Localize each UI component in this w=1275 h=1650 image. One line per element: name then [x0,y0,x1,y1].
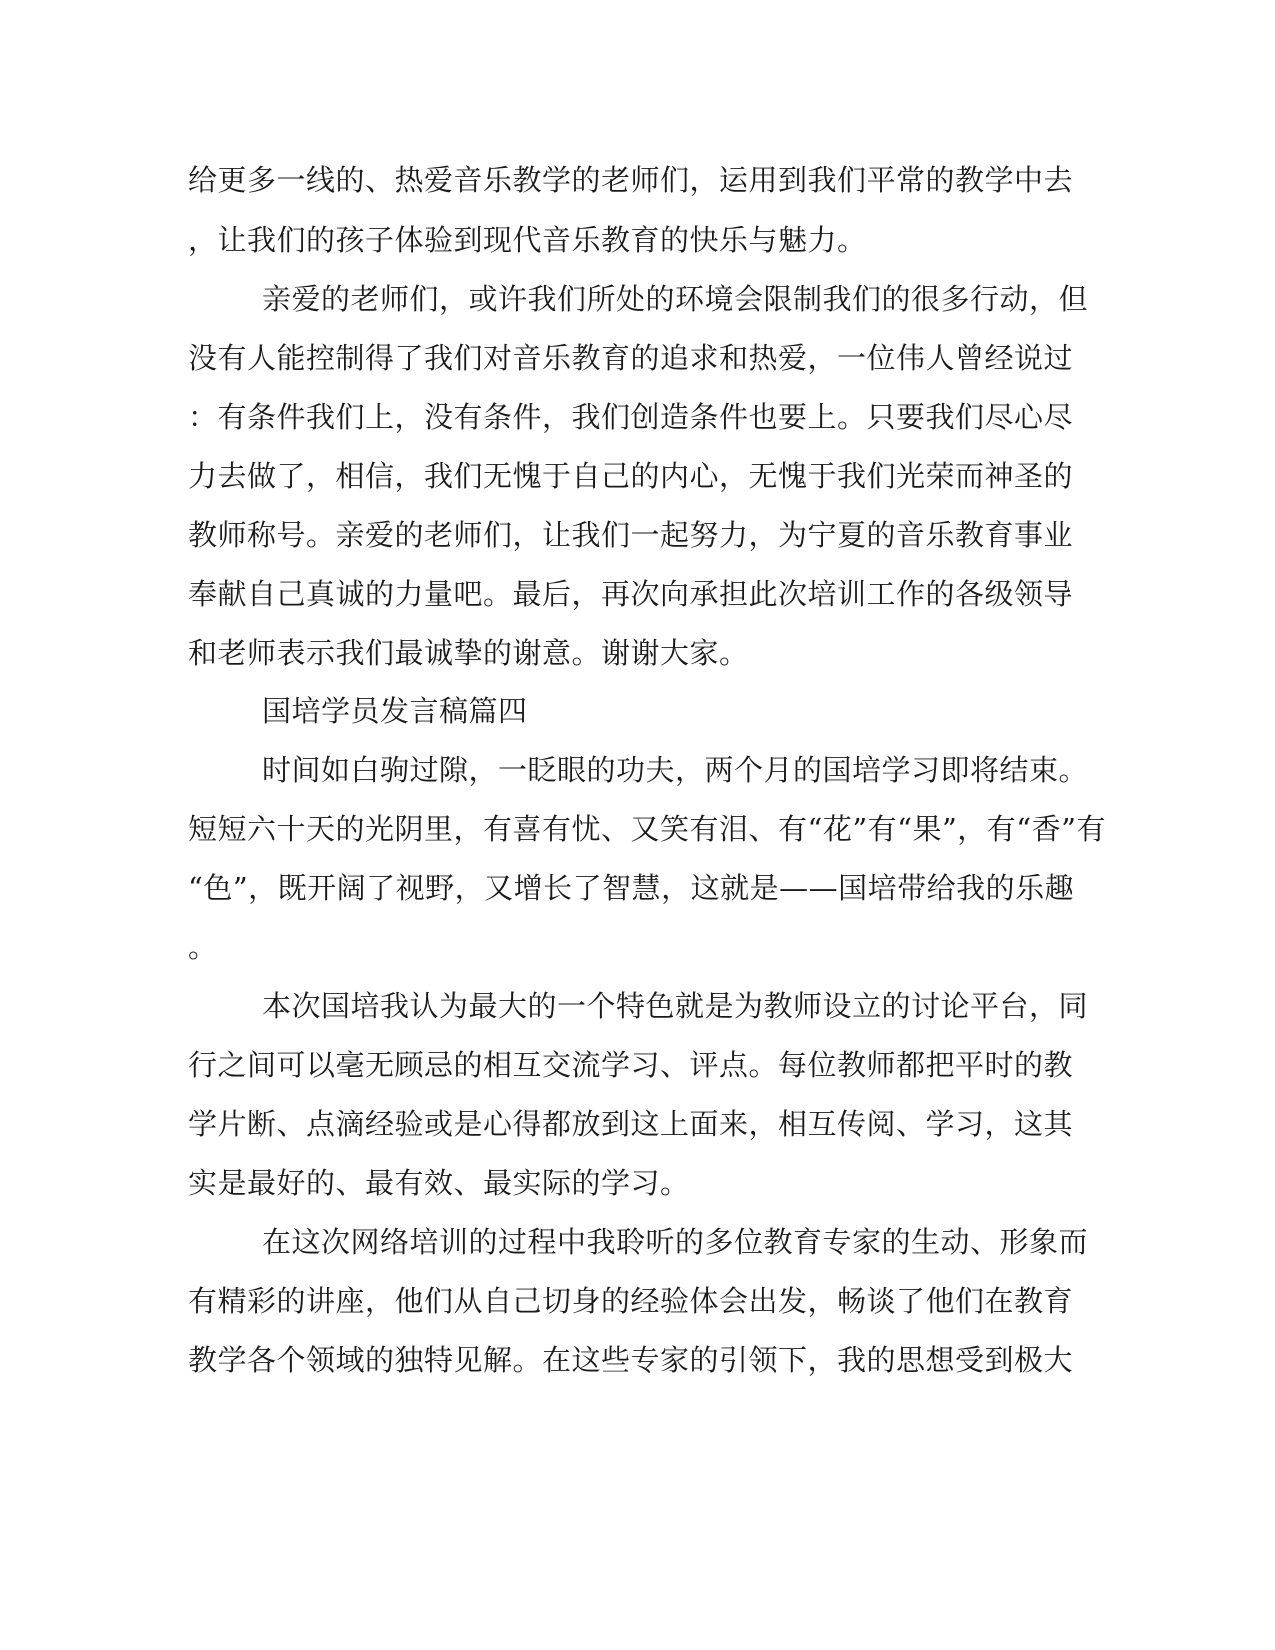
text-line: ，让我们的孩子体验到现代音乐教育的快乐与魅力。 [188,223,867,257]
paragraph-first-line: 亲爱的老师们，或许我们所处的环境会限制我们的很多行动，但 [262,282,1089,316]
text-line: ：有条件我们上，没有条件，我们创造条件也要上。只要我们尽心尽 [188,400,1074,434]
text-line: 教学各个领域的独特见解。在这些专家的引领下，我的思想受到极大 [188,1343,1074,1377]
text-line: 教师称号。亲爱的老师们，让我们一起努力，为宁夏的音乐教育事业 [188,518,1074,552]
text-line: 和老师表示我们最诚挚的谢意。谢谢大家。 [188,636,749,670]
paragraph-first-line: 在这次网络培训的过程中我聆听的多位教育专家的生动、形象而 [262,1225,1089,1259]
text-line: 有精彩的讲座，他们从自己切身的经验体会出发，畅谈了他们在教育 [188,1284,1074,1318]
text-line: 奉献自己真诚的力量吧。最后，再次向承担此次培训工作的各级领导 [188,577,1074,611]
text-line: 没有人能控制得了我们对音乐教育的追求和热爱，一位伟人曾经说过 [188,341,1074,375]
text-line: 给更多一线的、热爱音乐教学的老师们，运用到我们平常的教学中去 [188,163,1074,197]
section-heading: 国培学员发言稿篇四 [262,694,528,728]
text-line: 短短六十天的光阴里，有喜有忧、又笑有泪、有“花”有“果”，有“香”有 [188,812,1106,846]
text-line: 。 [188,930,218,964]
text-line: 学片断、点滴经验或是心得都放到这上面来，相互传阅、学习，这其 [188,1107,1074,1141]
text-line: 行之间可以毫无顾忌的相互交流学习、评点。每位教师都把平时的教 [188,1048,1074,1082]
paragraph-first-line: 时间如白驹过隙，一眨眼的功夫，两个月的国培学习即将结束。 [262,753,1089,787]
text-line: 力去做了，相信，我们无愧于自己的内心，无愧于我们光荣而神圣的 [188,459,1074,493]
text-line: 实是最好的、最有效、最实际的学习。 [188,1166,690,1200]
paragraph-first-line: 本次国培我认为最大的一个特色就是为教师设立的讨论平台，同 [262,989,1089,1023]
text-line: “色”，既开阔了视野，又增长了智慧，这就是——国培带给我的乐趣 [188,871,1075,905]
